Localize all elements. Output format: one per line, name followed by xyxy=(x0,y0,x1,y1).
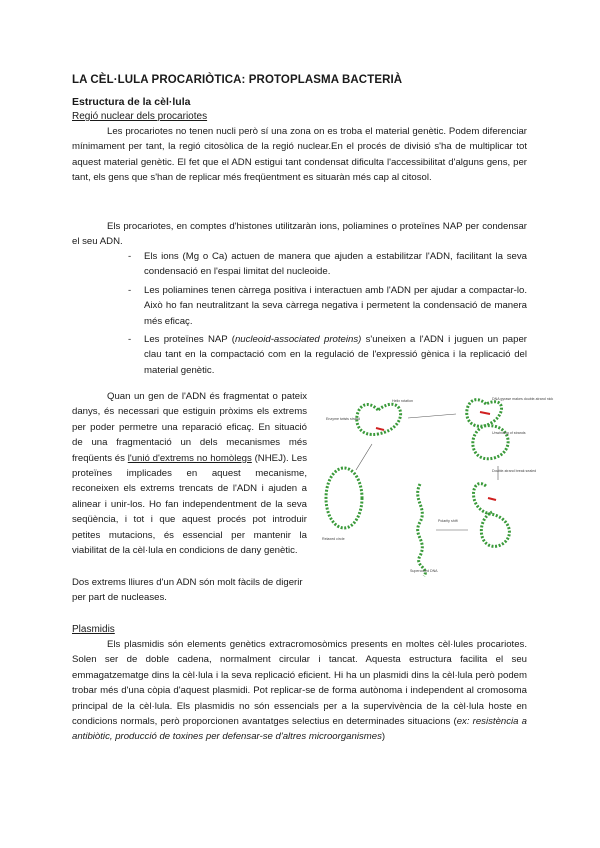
twisted-dna-1 xyxy=(357,404,401,434)
dna-gyrase-figure xyxy=(316,390,554,580)
list-item: - Els ions (Mg o Ca) actuen de manera que ajuden a estabilitzar l'ADN, facilitant la seva condensació en l'espai limitat del nucleoide. xyxy=(128,251,527,278)
condensation-list xyxy=(128,249,527,381)
label-gyrase: DNA gyrase makes double-strand nick xyxy=(492,397,554,401)
label-helix: Helix rotation xyxy=(392,399,413,403)
nhej-term: l'unió d'extrems no homòlegs xyxy=(127,452,252,464)
red-strand-mark xyxy=(480,412,490,414)
label-double-strand: Double-strand break sealed xyxy=(492,469,537,473)
paragraph-plasmids: Els plasmidis són elements genètics extracromosòmics presents en moltes cèl·lules procariotes. Solen ser de doble cadena, normalment circular i tancat. Aquesta estructura facilita el seu emmagatzematge dins la cèl·lula i la seva replicació eficient. Hi ha un plasmidi dins la cèl·lula però podem trobar més d'una còpia d'aquest plasmidi. Pot replicar-se de forma autònoma i independent al cromosoma principal de la cèl·lula. Els plasmidis no són essencials per a la supervivència de la cèl·lula hoste en condicions normals, però proporcionen avantatges selectius en determinades situacions (ex: resistència a antibiòtic, producció de toxines per defensar-se d'altres microorganismes) xyxy=(72,639,527,743)
arrow-2 xyxy=(408,414,456,418)
arrow-1 xyxy=(356,444,372,470)
red-strand-mark xyxy=(376,428,384,430)
label-polarity: Polarity shift xyxy=(438,519,458,523)
subtitle: Estructura de la cèl·lula xyxy=(72,96,191,108)
paragraph-nhej: Quan un gen de l'ADN és fragmentat o pateix danys, és necessari que estiguin pròxims els extrems per poder permetre una reparació eficaç. En situació de una fragmentació un dels mecanismes més freqüents és l'unió d'extrems no homòlegs (NHEJ). Les proteïnes implicades en aquest mecanisme, reconeixen els extrems trencats de l'ADN i ajuden a alinear i unir-los. Ho fan independentment de la seva seqüència, i tot i que aquest procés pot introduir petites mutacions, és essencial per mantenir la viabilitat de la cèl·lula en condicions de dany genètic. xyxy=(72,391,307,557)
section-heading-nuclear: Regió nuclear dels procariotes xyxy=(72,111,208,122)
paragraph-nuclear-region: Les procariotes no tenen nucli però sí una zona on es troba el material genètic. Podem diferenciar mínimament per tant, la regió citosòlica de la regió nuclear.En el procés de divisió s'ha de multiplicar tot aquest material genètic. El fet que el ADN estigui tant condensat dificulta l'accessibilitat d'alguns gens, per tant, els gens que s'han de replicar més freqüentment es situaràn més cap al citosol. xyxy=(72,126,527,184)
red-strand-mark xyxy=(488,498,496,500)
paragraph-nucleases: Dos extrems lliures d'un ADN són molt fàcils de digerir per part de nucleases. xyxy=(72,577,303,604)
supercoiled-dna xyxy=(418,484,426,576)
label-relaxed: Relaxed circle xyxy=(322,537,345,541)
paragraph-condensation: Els procariotes, en comptes d'histones utilitzaràn ions, poliamines o proteïnes NAP per condensar el seu ADN. xyxy=(72,221,527,248)
list-item: - Les poliamines tenen càrrega positiva i interactuen amb l'ADN per ajudar a compactar-lo. Això ho fan neutralitzant la seva càrrega negativa i permetent la condensació de manera més eficaç. xyxy=(128,284,527,327)
list-item: - Les proteïnes NAP (nucleoid-associated proteins) s'uneixen a l'ADN i juguen un paper clau tant en la compactació com en la regulació de l'expressió gènica i la replicació del material genètic. xyxy=(128,334,527,376)
figure-eight-dna xyxy=(467,400,508,459)
section-heading-plasmids: Plasmidis xyxy=(72,624,115,635)
label-supercoiled: Supercoiled DNA xyxy=(410,569,438,573)
label-unwinding: Unwinding of strands xyxy=(492,431,526,435)
page-title: LA CÈL·LULA PROCARIÒTICA: PROTOPLASMA BACTERIÀ xyxy=(72,74,403,86)
relaxed-circle-dna xyxy=(326,468,362,528)
label-enzyme: Enzyme twists strand xyxy=(326,417,360,421)
twisted-dna-2 xyxy=(474,484,510,547)
